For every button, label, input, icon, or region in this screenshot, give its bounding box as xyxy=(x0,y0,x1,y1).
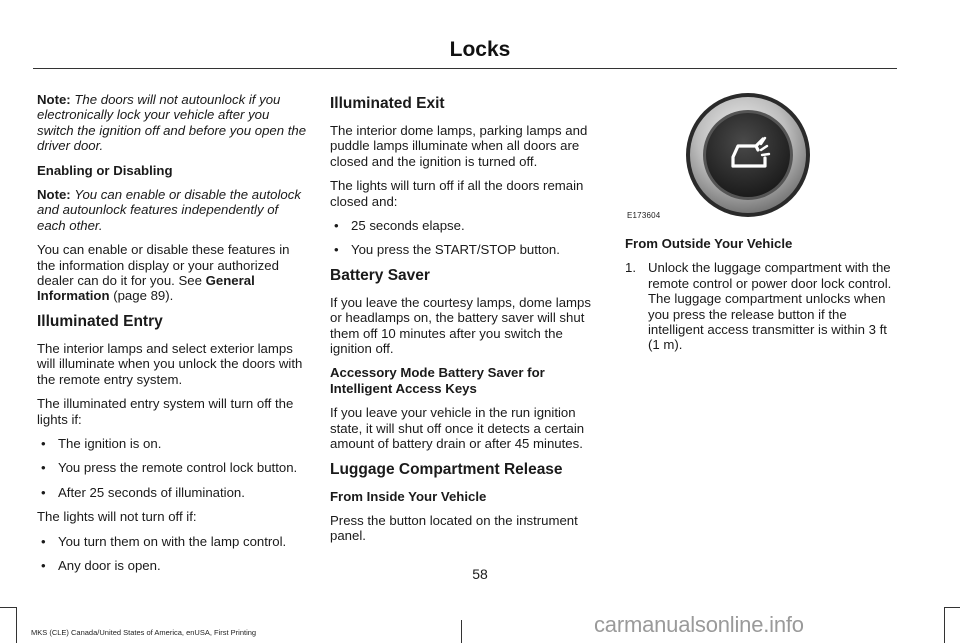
note-independent xyxy=(37,187,307,233)
figure-id: E173604 xyxy=(627,211,661,220)
paragraph-accessory-mode: If you leave your vehicle in the run ignition state, it will shut off once it detects a certain amount of battery drain or after 45 minutes. xyxy=(330,405,585,452)
paragraph-not-off: The lights will not turn off if: xyxy=(37,509,197,525)
note-text: You can enable or disable the autolock and autounlock features independently of each other. xyxy=(37,187,301,233)
paragraph-exit-1: The interior dome lamps, parking lamps and puddle lamps illuminate when all doors are closed and the ignition is turned off. xyxy=(330,123,588,169)
column-middle xyxy=(330,92,602,553)
list-item xyxy=(625,260,897,352)
cross-reference-link[interactable]: General Information xyxy=(37,273,255,304)
list-item: • After 25 seconds of illumination. xyxy=(37,485,307,500)
crop-mark xyxy=(944,607,960,608)
column-left xyxy=(37,92,307,582)
list-item: • 25 seconds elapse. xyxy=(330,218,602,233)
paragraph-text: You can enable or disable these features in the information display or your authorized dealer can do it for you. See xyxy=(37,242,290,289)
crop-mark xyxy=(16,607,17,643)
note-label: Note: xyxy=(37,187,71,203)
column-right xyxy=(625,236,897,353)
subheading-enabling: Enabling or Disabling xyxy=(37,162,173,178)
heading-illuminated-exit: Illuminated Exit xyxy=(330,95,445,112)
page-number: 58 xyxy=(472,566,488,582)
paragraph-exit-2: The lights will turn off if all the doors remain closed and: xyxy=(330,178,584,209)
list-item: • You press the remote control lock button. xyxy=(37,460,307,475)
paragraph-entry-1: The interior lamps and select exterior lamps will illuminate when you unlock the doors with the remote entry system. xyxy=(37,340,303,387)
crop-mark xyxy=(461,620,462,643)
bullet-list-exit xyxy=(330,218,602,258)
note-text: The doors will not autounlock if you electronically lock your vehicle after you switch the ignition off and before you open the driver door. xyxy=(37,92,307,154)
list-item: • You turn them on with the lamp control. xyxy=(37,534,307,549)
paragraph-battery-saver: If you leave the courtesy lamps, dome lamps or headlamps on, the battery saver will shut them off 10 minutes after you switch the ignition off. xyxy=(330,294,591,357)
heading-illuminated-entry: Illuminated Entry xyxy=(37,312,163,330)
crop-mark xyxy=(944,607,945,643)
trunk-release-button-icon xyxy=(625,92,897,224)
subheading-from-outside: From Outside Your Vehicle xyxy=(625,236,793,251)
subheading-from-inside: From Inside Your Vehicle xyxy=(330,488,487,504)
footer-printing-info: MKS (CLE) Canada/United States of America, enUSA, First Printing xyxy=(31,628,257,637)
list-item: • Any door is open. xyxy=(37,558,307,573)
page-reference: (page 89). xyxy=(109,288,174,304)
note-label: Note: xyxy=(37,92,71,107)
list-item: • You press the START/STOP button. xyxy=(330,242,602,257)
bullet-list-turn-off xyxy=(37,436,307,500)
paragraph-from-inside: Press the button located on the instrument panel. xyxy=(330,512,578,544)
paragraph-entry-2: The illuminated entry system will turn off the lights if: xyxy=(37,396,294,427)
watermark: carmanualsonline.info xyxy=(594,612,804,637)
crop-mark xyxy=(0,607,16,608)
note-autounlock xyxy=(37,92,307,154)
heading-battery-saver: Battery Saver xyxy=(330,266,430,284)
step-text: Unlock the luggage compartment with the remote control or power door lock control. The luggage compartment unlocks when you press the release button if the intelligent access transmitter is within 3 ft (1 m). xyxy=(648,260,892,353)
list-item: • The ignition is on. xyxy=(37,436,307,451)
header-rule xyxy=(33,68,897,69)
step-number: 1. xyxy=(625,260,636,276)
paragraph-enable xyxy=(37,242,307,304)
figure-trunk-release xyxy=(625,92,897,224)
subheading-accessory-mode: Accessory Mode Battery Saver for Intelligent Access Keys xyxy=(330,365,545,396)
numbered-list-outside xyxy=(625,260,897,352)
page-title: Locks xyxy=(449,38,511,61)
heading-luggage-release: Luggage Compartment Release xyxy=(330,460,563,478)
